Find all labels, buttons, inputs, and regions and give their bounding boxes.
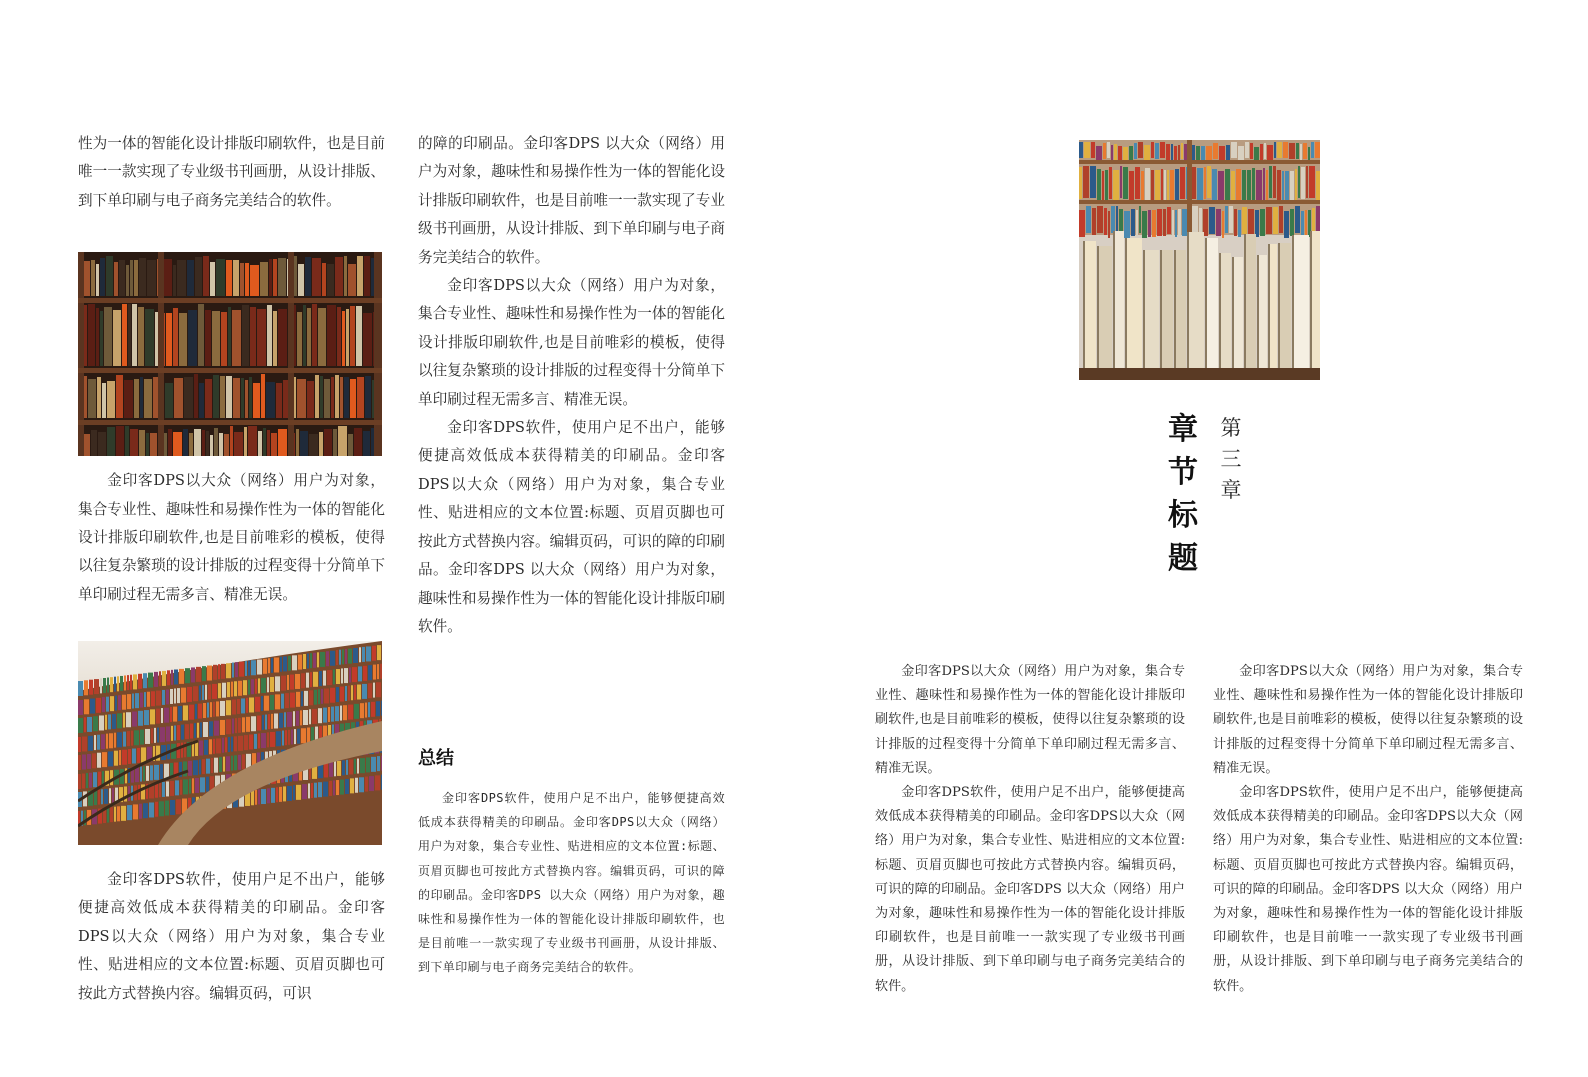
chapter-title [1163,408,1203,580]
library-photo [78,641,382,845]
chapter-label-char-1: 第 [1220,416,1242,440]
col1-paragraph-2: 金印客DPS以大众（网络）用户为对象，集合专业性、趣味性和易操作性为一体的智能化设计排版印刷软件,也是目前唯彩的模板，使得以往复杂繁琐的设计排版的过程变得十分简单下单印刷过程无需多言、精准无误。 [78,472,385,603]
col3-paragraph-2: 金印客DPS软件，使用户足不出户，能够便捷高效低成本获得精美的印刷品。金印客DPS以大众（网络）用户为对象，集合专业性、贴进相应的文本位置:标题、页眉页脚也可按此方式替换内容。编辑页码，可识的障的印刷品。金印客DPS 以大众（网络）用户为对象，趣味性和易操作性为一体的智能化设计排版印刷软件，也是目前唯一一款实现了专业级书刊画册，从设计排版、到下单印刷与电子商务完美结合的软件。 [875,785,1185,994]
col2-paragraph-1: 的障的印刷品。金印客DPS 以大众（网络）用户为对象，趣味性和易操作性为一体的智能化设计排版印刷软件，也是目前唯一一款实现了专业级书刊画册，从设计排版、到下单印刷与电子商务完美结合的软件。 [418,135,725,266]
bookshelf-photo [78,252,382,456]
right-column-1 [875,660,1185,999]
col1-paragraph-3: 金印客DPS软件，使用户足不出户，能够便捷高效低成本获得精美的印刷品。金印客DPS以大众（网络）用户为对象，集合专业性、贴进相应的文本位置:标题、页眉页脚也可按此方式替换内容。编辑页码，可识 [78,871,385,1002]
chapter-title-char-3: 标 [1168,498,1198,533]
books-row-photo [1079,140,1320,380]
summary-heading: 总结 [418,748,454,769]
chapter-title-char-4: 题 [1168,541,1198,576]
col3-paragraph-1: 金印客DPS以大众（网络）用户为对象，集合专业性、趣味性和易操作性为一体的智能化设计排版印刷软件,也是目前唯彩的模板，使得以往复杂繁琐的设计排版的过程变得十分简单下单印刷过程无需多言、精准无误。 [875,664,1185,776]
col2-paragraph-2: 金印客DPS以大众（网络）用户为对象，集合专业性、趣味性和易操作性为一体的智能化设计排版印刷软件,也是目前唯彩的模板，使得以往复杂繁琐的设计排版的过程变得十分简单下单印刷过程无需多言、精准无误。 [418,277,725,408]
col4-paragraph-1: 金印客DPS以大众（网络）用户为对象，集合专业性、趣味性和易操作性为一体的智能化设计排版印刷软件,也是目前唯彩的模板，使得以往复杂繁琐的设计排版的过程变得十分简单下单印刷过程无需多言、精准无误。 [1213,664,1523,776]
left-column-2 [418,130,725,641]
chapter-title-char-2: 节 [1168,455,1198,490]
chapter-title-char-1: 章 [1168,412,1198,447]
left-column-1-bottom [78,866,385,1008]
summary-paragraph: 金印客DPS软件，使用户足不出户，能够便捷高效低成本获得精美的印刷品。金印客DPS以大众（网络）用户为对象，集合专业性、贴进相应的文本位置:标题、页眉页脚也可按此方式替换内容。编辑页码，可识的障的印刷品。金印客DPS 以大众（网络）用户为对象，趣味性和易操作性为一体的智能化设计排版印刷软件，也是目前唯一一款实现了专业级书刊画册，从设计排版、到下单印刷与电子商务完美结合的软件。 [418,791,725,975]
col4-paragraph-2: 金印客DPS软件，使用户足不出户，能够便捷高效低成本获得精美的印刷品。金印客DPS以大众（网络）用户为对象，集合专业性、贴进相应的文本位置:标题、页眉页脚也可按此方式替换内容。编辑页码，可识的障的印刷品。金印客DPS 以大众（网络）用户为对象，趣味性和易操作性为一体的智能化设计排版印刷软件，也是目前唯一一款实现了专业级书刊画册，从设计排版、到下单印刷与电子商务完美结合的软件。 [1213,785,1523,994]
chapter-label [1216,413,1246,506]
summary-body [418,786,725,980]
col2-paragraph-3: 金印客DPS软件，使用户足不出户，能够便捷高效低成本获得精美的印刷品。金印客DPS以大众（网络）用户为对象，集合专业性、贴进相应的文本位置:标题、页眉页脚也可按此方式替换内容。编辑页码，可识的障的印刷品。金印客DPS 以大众（网络）用户为对象，趣味性和易操作性为一体的智能化设计排版印刷软件。 [418,419,725,635]
chapter-label-char-2: 三 [1220,447,1242,471]
col1-paragraph-1: 性为一体的智能化设计排版印刷软件，也是目前唯一一款实现了专业级书刊画册，从设计排版、到下单印刷与电子商务完美结合的软件。 [78,135,385,209]
chapter-label-char-3: 章 [1220,478,1242,502]
right-column-2 [1213,660,1523,999]
